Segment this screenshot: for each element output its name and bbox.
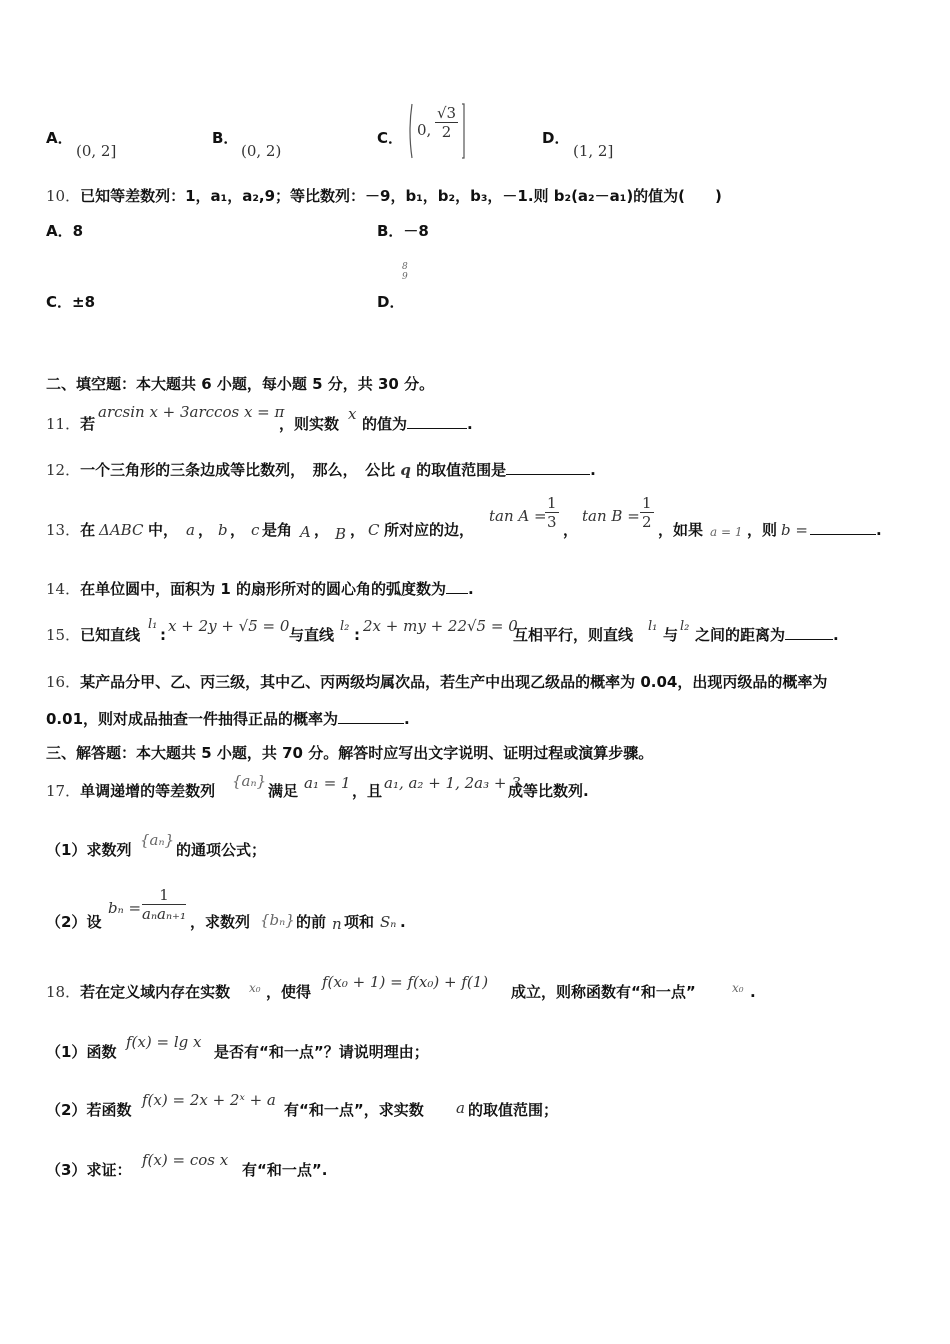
- q15-equation-2: 2x + my + 22√5 = 0: [363, 617, 518, 635]
- q17-p2-bn: bₙ =: [108, 899, 142, 917]
- q17-condition: a₁ = 1: [304, 774, 351, 792]
- q17-p2-sequence: {bₙ}: [260, 911, 295, 929]
- q17-p2-mid3: 项和: [344, 913, 375, 931]
- q13-number: 13．: [46, 521, 81, 539]
- q10-option-a: A．8: [46, 222, 84, 240]
- q15-post2-text: 之间的距离为: [695, 626, 786, 644]
- q17-p2-end: .: [400, 913, 406, 931]
- q10-option-b: B．－8: [377, 222, 429, 240]
- q9-c-numerator: √3: [437, 104, 457, 122]
- q13-tanB-fraction: [640, 494, 654, 531]
- q18-p1-function: f(x) = lg x: [126, 1033, 202, 1051]
- q10-d-den: 9: [402, 272, 408, 282]
- section-3-heading: 三、解答题：本大题共 5 小题，共 70 分。解答时应写出文字说明、证明过程或演算步骤。: [46, 744, 654, 762]
- q11-text: [46, 414, 95, 434]
- q13-answer: [810, 520, 882, 540]
- q15-post2: [695, 625, 839, 645]
- q14-text: [46, 579, 474, 599]
- q13-comma4: ，: [350, 521, 366, 539]
- q15-l1: l₁: [148, 617, 158, 632]
- q17-post: 成等比数列.: [508, 782, 589, 800]
- q12-answer-blank: [506, 460, 590, 475]
- q18-p1-post: 是否有“和一点”？请说明理由；: [214, 1043, 429, 1061]
- q13-c: c: [251, 521, 260, 539]
- q9-option-b-value: (0, 2): [241, 142, 282, 160]
- q13-answer-blank: [810, 520, 876, 535]
- q15-post: 互相平行，则直线: [513, 626, 634, 644]
- q18-p2-post: 有“和一点”，求实数: [284, 1101, 424, 1119]
- q18-p3-pre: 求证：: [86, 1161, 132, 1179]
- q15-pre: [46, 625, 140, 645]
- q11-answer-blank: [407, 414, 467, 429]
- q17-p2-mid2: 的前: [296, 913, 327, 931]
- q17-part1: [46, 840, 131, 860]
- q15-l2: l₂: [340, 619, 350, 634]
- q15-pre-text: 已知直线: [80, 626, 141, 644]
- q17-p2-mid: ，求数列: [190, 913, 251, 931]
- q12-body: 一个三角形的三条边成等比数列， 那么， 公比: [80, 461, 396, 479]
- q15-end: .: [833, 626, 839, 644]
- q15-and: 与: [663, 626, 679, 644]
- q12-end: .: [590, 461, 596, 479]
- q17-mid: 满足: [268, 782, 299, 800]
- q12-post: 的取值范围是: [416, 461, 507, 479]
- q13-comma5: ，: [563, 521, 579, 539]
- q11-var: x: [348, 405, 357, 423]
- q17-p2-sum: Sₙ: [380, 913, 397, 931]
- q17-p2-fraction: [142, 886, 186, 923]
- q15-mid: 与直线: [289, 626, 335, 644]
- q18-post: 成立，则称函数有“和一点”: [511, 983, 696, 1001]
- section-2-heading: 二、填空题：本大题共 6 小题，每小题 5 分，共 30 分。: [46, 375, 435, 393]
- q13-t1: 中，: [148, 521, 179, 539]
- q16-line1: [46, 672, 827, 692]
- q18-p3-label: （3）: [46, 1161, 87, 1179]
- q18-end: .: [750, 983, 756, 1001]
- q10-option-c: C．±8: [46, 293, 96, 311]
- q13-pre-text: 在: [80, 521, 96, 539]
- q17-number: 17．: [46, 782, 81, 800]
- q12-text: [46, 460, 596, 480]
- q15-equation-1: x + 2y + √5 = 0: [168, 617, 290, 635]
- q17-pre: [46, 781, 215, 801]
- q11-formula: arcsin x + 3arccos x = π: [98, 403, 285, 421]
- q18-p2-post2: 的取值范围；: [468, 1101, 559, 1119]
- q16-end: .: [404, 710, 410, 728]
- q17-p1-post: 的通项公式；: [176, 841, 267, 859]
- q10-d-num: 8: [402, 262, 408, 272]
- q16-line2-text: 0.01，则对成品抽查一件抽得正品的概率为: [46, 710, 339, 728]
- q15-number: 15．: [46, 626, 81, 644]
- q13-comma3: ，: [314, 521, 330, 539]
- q14-answer-blank: [446, 579, 468, 594]
- q13-tanA-fraction: [545, 494, 559, 531]
- q18-pre-text: 若在定义域内存在实数: [80, 983, 231, 1001]
- q13-tanA-num: 1: [547, 494, 557, 512]
- q18-x0b: x₀: [732, 981, 744, 995]
- q11-mid: ，则实数: [279, 415, 340, 433]
- q13-t5: ，则: [747, 521, 778, 539]
- q13-result: b =: [781, 521, 808, 539]
- q17-part2: [46, 912, 101, 932]
- q18-p2-pre: 若函数: [86, 1101, 132, 1119]
- q9-option-a-label: A．: [46, 129, 73, 147]
- q17-p1-pre: 求数列: [86, 841, 132, 859]
- q17-p2-n: n: [332, 915, 342, 933]
- q14-number: 14．: [46, 580, 81, 598]
- q16-line1-text: 某产品分甲、乙、丙三级，其中乙、丙两级均属次品，若生产中出现乙级品的概率为 0.04，出现丙级品的概率为: [80, 673, 828, 691]
- q18-p3-function: f(x) = cos x: [142, 1151, 229, 1169]
- q17-terms: a₁, a₂ + 1, 2a₃ + 3: [384, 774, 521, 792]
- q18-part1: [46, 1042, 116, 1062]
- q9-option-d-label: D．: [542, 129, 570, 147]
- q13-comma1: ，: [198, 521, 214, 539]
- q11-post: [362, 414, 473, 434]
- q17-pre-text: 单调递增的等差数列: [80, 782, 216, 800]
- q16-line2: [46, 709, 410, 729]
- q10-body: 已知等差数列：1，a₁，a₂,9；等比数列：－9，b₁，b₂，b₃，－1.则 b₂(a₂－a₁)的值为( ): [80, 187, 722, 205]
- q11-pre: 若: [80, 415, 96, 433]
- q16-number: 16．: [46, 673, 81, 691]
- q18-number: 18．: [46, 983, 81, 1001]
- q9-c-denominator: 2: [441, 123, 452, 141]
- q13-comma2: ，: [230, 521, 246, 539]
- q15-colon1: :: [160, 626, 166, 644]
- q13-A: A: [300, 523, 311, 541]
- q18-p2-label: （2）: [46, 1101, 87, 1119]
- q18-p2-a: a: [456, 1099, 465, 1117]
- q9-c-left: 0,: [417, 121, 432, 139]
- q10-option-d-label: D．: [377, 293, 405, 311]
- q9-option-d-value: (1, 2]: [573, 142, 614, 160]
- q13-tanB-num: 1: [642, 494, 652, 512]
- q17-mid2: ，且: [352, 782, 383, 800]
- q17-p1-sequence: {aₙ}: [140, 831, 175, 849]
- q13-t3: 所对应的边，: [384, 521, 475, 539]
- q10-option-d-fraction: [402, 262, 408, 282]
- q18-equation: f(x₀ + 1) = f(x₀) + f(1): [322, 973, 489, 991]
- q13-C: C: [368, 521, 380, 539]
- q15-colon2: :: [354, 626, 360, 644]
- q11-end: .: [467, 415, 473, 433]
- q17-p2-num: 1: [142, 886, 186, 905]
- q13-B: B: [335, 525, 347, 543]
- q18-mid: ，使得: [266, 983, 312, 1001]
- q17-p2-label: （2）: [46, 913, 87, 931]
- q13-t2: 是角: [262, 521, 293, 539]
- q13-tanA: tan A =: [489, 507, 547, 525]
- q15-l1b: l₁: [648, 619, 658, 634]
- q13-triangle: ΔABC: [99, 521, 144, 539]
- q17-sequence: {aₙ}: [232, 772, 267, 790]
- q13-pre: [46, 520, 95, 540]
- q14-body: 在单位圆中，面积为 1 的扇形所对的圆心角的弧度数为: [80, 580, 446, 598]
- q13-end: .: [876, 521, 882, 539]
- q18-p2-function: f(x) = 2x + 2ˣ + a: [142, 1091, 276, 1109]
- q13-t4: ，如果: [658, 521, 704, 539]
- q18-part3: [46, 1160, 131, 1180]
- q11-post-text: 的值为: [362, 415, 408, 433]
- q12-var: q: [400, 461, 411, 479]
- q18-x0: x₀: [249, 981, 261, 995]
- q13-tanB-den: 2: [642, 513, 652, 531]
- q18-pre: [46, 982, 230, 1002]
- q18-p1-pre: 函数: [86, 1043, 117, 1061]
- q10-text: [46, 186, 722, 206]
- q13-tanB: tan B =: [582, 507, 640, 525]
- q13-condition: a = 1: [710, 525, 743, 539]
- q16-answer-blank: [338, 709, 404, 724]
- q9-option-b-label: B．: [212, 129, 239, 147]
- q11-number: 11．: [46, 415, 81, 433]
- q14-end: .: [467, 580, 474, 598]
- q15-answer-blank: [785, 625, 833, 640]
- q12-number: 12．: [46, 461, 81, 479]
- q13-a: a: [186, 521, 195, 539]
- q10-number: 10．: [46, 187, 81, 205]
- q9-option-c-label: C．: [377, 129, 404, 147]
- q9-c-fraction: [435, 104, 458, 141]
- q15-l2b: l₂: [680, 619, 690, 634]
- q13-b: b: [218, 521, 228, 539]
- q17-p1-label: （1）: [46, 841, 87, 859]
- q9-option-a-value: (0, 2]: [76, 142, 117, 160]
- q18-p3-post: 有“和一点”.: [242, 1161, 328, 1179]
- q13-tanA-den: 3: [547, 513, 557, 531]
- q18-part2: [46, 1100, 131, 1120]
- q17-p2-den: aₙaₙ₊₁: [142, 905, 186, 923]
- q17-p2-pre: 设: [86, 913, 102, 931]
- q18-p1-label: （1）: [46, 1043, 87, 1061]
